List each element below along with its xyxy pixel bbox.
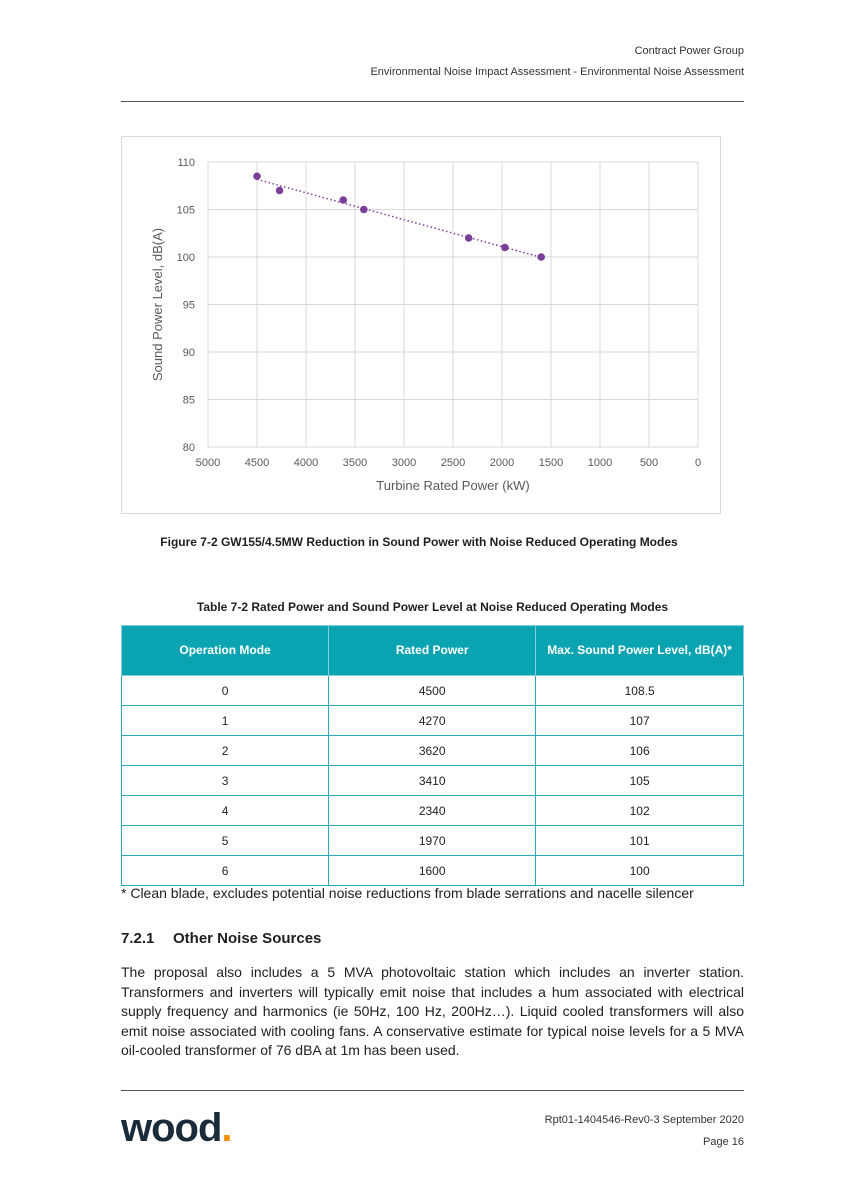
chart-x-tick-label: 1000 xyxy=(587,457,613,469)
operating-modes-table xyxy=(121,625,744,886)
table-row xyxy=(122,706,744,736)
cell-sound-power-level: 108.5 xyxy=(536,676,744,706)
sound-power-chart xyxy=(121,136,721,514)
table-footnote: * Clean blade, excludes potential noise reductions from blade serrations and nacelle silencer xyxy=(121,885,694,901)
cell-rated-power: 2340 xyxy=(329,796,536,826)
footer-report-ref: Rpt01-1404546-Rev0-3 September 2020 xyxy=(544,1114,744,1126)
column-header-sound-power-level: Max. Sound Power Level, dB(A)* xyxy=(536,626,744,676)
cell-sound-power-level: 101 xyxy=(536,826,744,856)
section-heading xyxy=(121,930,321,947)
cell-rated-power: 3410 xyxy=(329,766,536,796)
section-title: Other Noise Sources xyxy=(173,930,322,947)
chart-y-tick-label: 95 xyxy=(182,299,195,312)
table-row xyxy=(122,676,744,706)
cell-sound-power-level: 100 xyxy=(536,856,744,886)
chart-x-tick-label: 1500 xyxy=(538,457,564,469)
chart-data-point xyxy=(253,172,261,180)
cell-rated-power: 4270 xyxy=(329,706,536,736)
cell-rated-power: 1600 xyxy=(329,856,536,886)
cell-rated-power: 4500 xyxy=(329,676,536,706)
chart-y-tick-label: 105 xyxy=(176,204,195,217)
chart-data-point xyxy=(276,187,284,195)
cell-rated-power: 3620 xyxy=(329,736,536,766)
cell-operation-mode: 1 xyxy=(122,706,329,736)
cell-operation-mode: 0 xyxy=(122,676,329,706)
chart-y-tick-label: 100 xyxy=(176,252,195,264)
chart-x-tick-label: 2000 xyxy=(489,457,515,469)
chart-y-tick-label: 80 xyxy=(182,442,195,454)
chart-x-tick-label: 3500 xyxy=(342,457,368,469)
cell-sound-power-level: 106 xyxy=(536,736,744,766)
header-report-title: Environmental Noise Impact Assessment - Environmental Noise Assessment xyxy=(370,66,744,78)
chart-data-point xyxy=(501,244,509,252)
table-row xyxy=(122,766,744,796)
logo-text: wood xyxy=(121,1106,222,1150)
chart-data-point xyxy=(360,206,368,214)
logo-dot: . xyxy=(221,1106,232,1150)
chart-data-point xyxy=(339,196,347,204)
chart-y-tick-label: 110 xyxy=(177,157,195,169)
chart-x-tick-label: 3000 xyxy=(391,457,417,469)
footer-page-number: Page 16 xyxy=(703,1136,744,1148)
chart-x-tick-label: 2500 xyxy=(440,457,466,469)
chart-x-tick-label: 500 xyxy=(639,457,659,469)
chart-y-axis-label: Sound Power Level, dB(A) xyxy=(150,227,165,382)
column-header-rated-power: Rated Power xyxy=(329,626,536,676)
table-header-row xyxy=(122,626,744,676)
cell-sound-power-level: 107 xyxy=(536,706,744,736)
column-header-operation-mode: Operation Mode xyxy=(122,626,329,676)
chart-x-tick-label: 4500 xyxy=(244,457,270,469)
section-number: 7.2.1 xyxy=(121,930,155,947)
table-caption: Table 7-2 Rated Power and Sound Power Level at Noise Reduced Operating Modes xyxy=(196,600,669,614)
wood-logo xyxy=(121,1106,232,1151)
table-row xyxy=(122,736,744,766)
cell-rated-power: 1970 xyxy=(329,826,536,856)
chart-x-tick-label: 5000 xyxy=(195,457,221,469)
chart-x-tick-label: 4000 xyxy=(293,457,319,469)
table-row xyxy=(122,796,744,826)
header-divider xyxy=(121,101,744,102)
cell-operation-mode: 4 xyxy=(122,796,329,826)
section-paragraph: The proposal also includes a 5 MVA photovoltaic station which includes an inverter station. Transformers and inverters will typically emit noise that includes a hum associated with electrical supply frequency and harmonics (ie 50Hz, 100 Hz, 200Hz…). Liquid cooled transformers will also emit noise associated with cooling fans. A conservative estimate for typical noise levels for a 5 MVA oil-cooled transformer of 76 dBA at 1m has been used. xyxy=(121,964,744,1058)
chart-x-tick-label: 0 xyxy=(694,457,702,469)
chart-y-tick-label: 85 xyxy=(182,394,195,407)
chart-data-point xyxy=(537,253,545,261)
chart-x-axis-label: Turbine Rated Power (kW) xyxy=(376,478,530,493)
table-row xyxy=(122,826,744,856)
chart-svg xyxy=(122,137,720,513)
header-company: Contract Power Group xyxy=(634,45,744,57)
chart-trendline xyxy=(257,179,541,257)
chart-data-point xyxy=(465,234,473,242)
cell-sound-power-level: 105 xyxy=(536,766,744,796)
chart-y-tick-label: 90 xyxy=(182,347,195,359)
footer-divider xyxy=(121,1090,744,1091)
table-row xyxy=(122,856,744,886)
cell-sound-power-level: 102 xyxy=(536,796,744,826)
cell-operation-mode: 2 xyxy=(122,736,329,766)
cell-operation-mode: 6 xyxy=(122,856,329,886)
figure-caption: Figure 7-2 GW155/4.5MW Reduction in Sound Power with Noise Reduced Operating Modes xyxy=(160,535,678,549)
cell-operation-mode: 5 xyxy=(122,826,329,856)
cell-operation-mode: 3 xyxy=(122,766,329,796)
